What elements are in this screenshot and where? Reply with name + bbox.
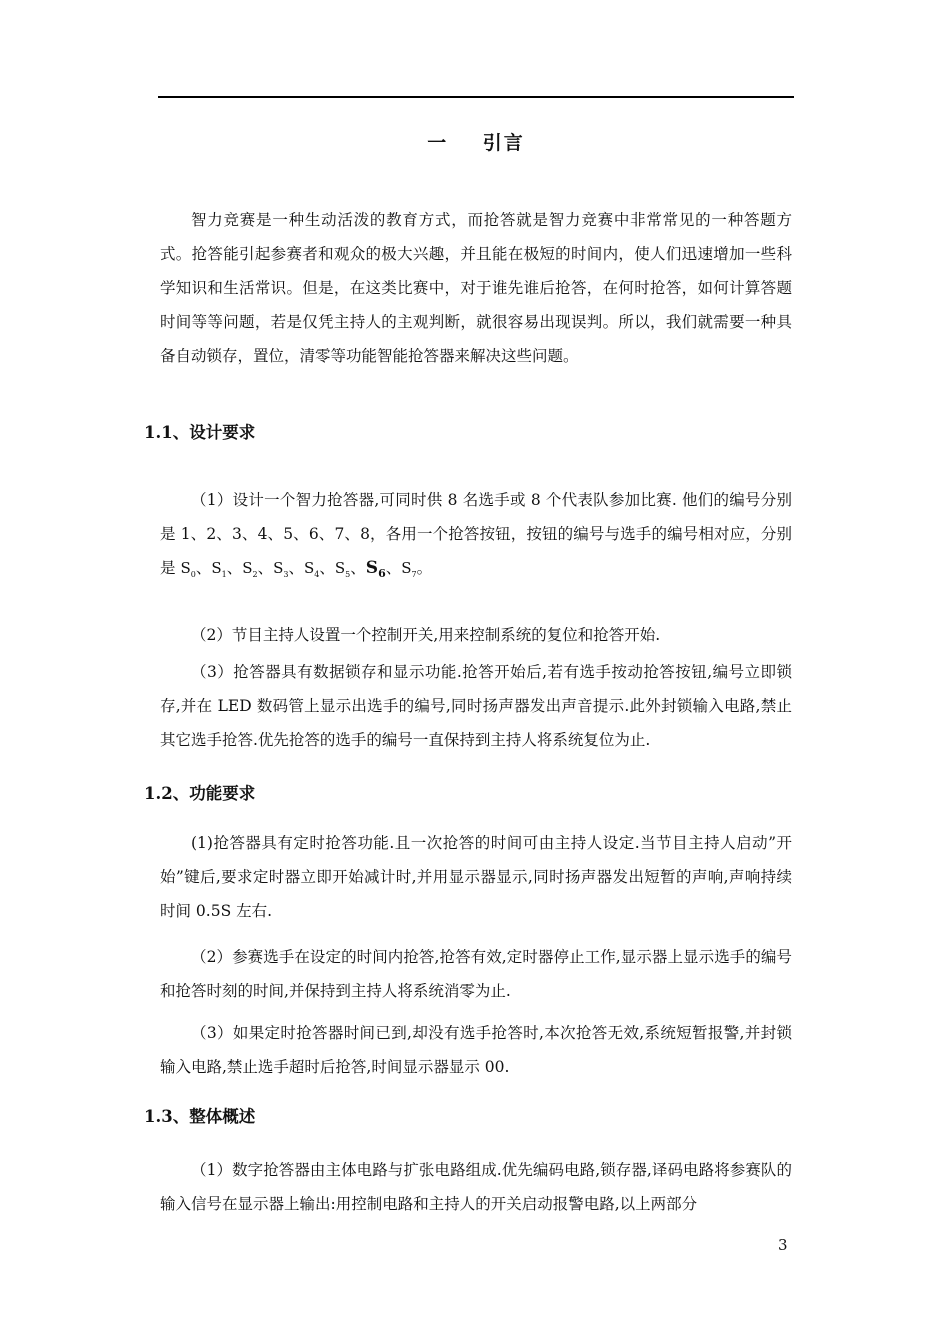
switch-label-base: S [304,559,315,577]
switch-label-subscript: 4 [314,570,320,579]
switch-label-separator: 、 [385,559,402,577]
section-heading-1-3: 1.3、整体概述 [144,1107,256,1126]
function-item-2: （2）参赛选手在设定的时间内抢答,抢答有效,定时器停止工作,显示器上显示选手的编号和抢答时刻的时间,并保持到主持人将系统消零为止. [160,948,792,1000]
section-heading-1-1: 1.1、设计要求 [144,423,256,442]
section-heading-1-2: 1.2、功能要求 [144,784,256,803]
requirement-item-2: （2）节目主持人设置一个控制开关,用来控制系统的复位和抢答开始. [191,626,661,644]
switch-label-base: S [242,559,253,577]
switch-label-base: S [180,559,191,577]
switch-label-subscript: 3 [283,570,289,579]
function-item-1: (1)抢答器具有定时抢答功能.且一次抢答的时间可由主持人设定.当节目主持人启动”开始”键后,要求定时器立即开始减计时,并用显示器显示,同时扬声器发出短暂的声响,声响持续时间 0.5S 左右. [160,834,792,920]
switch-list [180,558,433,580]
switch-label-base: S [334,559,346,577]
switch-label-separator: 、 [288,559,304,577]
requirement-item-1-text: （1）设计一个智力抢答器,可同时供 8 名选手或 8 个代表队参加比赛. 他们的编号分别是 1、2、3、4、5、6、7、8，各用一个抢答按钮，按钮的编号与选手的编号相对应，分别是 [160,491,792,577]
switch-label-s1 [211,559,226,577]
switch-label-base: S [273,559,284,577]
switch-label-separator: 、 [257,559,274,577]
page-number: 3 [778,1236,788,1254]
overview-item-1: （1）数字抢答器由主体电路与扩张电路组成.优先编码电路,锁存器,译码电路将参赛队的输入信号在显示器上输出:用控制电路和主持人的开关启动报警电路,以上两部分 [160,1161,792,1213]
switch-label-s2 [242,559,257,577]
function-item-3: （3）如果定时抢答器时间已到,却没有选手抢答时,本次抢答无效,系统短暂报警,并封锁输入电路,禁止选手超时后抢答,时间显示器显示 00. [160,1024,792,1076]
switch-label-subscript: 2 [252,570,258,579]
requirement-item-1 [160,483,792,592]
switch-label-separator: 、 [350,559,366,577]
chapter-title: 一 引言 [427,132,525,154]
switch-label-s3 [273,559,288,577]
switch-label-base: S [365,558,379,578]
switch-label-s7 [401,559,416,577]
switch-label-subscript: 0 [190,570,196,579]
switch-label-separator: 、 [195,559,212,577]
header-rule [158,96,794,98]
requirement-item-3: （3）抢答器具有数据锁存和显示功能.抢答开始后,若有选手按动抢答按钮,编号立即锁存,并在 LED 数码管上显示出选手的编号,同时扬声器发出声音提示.此外封锁输入电路,禁止其它选手抢答.优先抢答的选手的编号一直保持到主持人将系统复位为止. [160,663,792,749]
switch-label-subscript: 5 [345,570,351,579]
switch-label-s5 [335,559,350,577]
switch-label-base: S [211,559,222,577]
intro-paragraph: 智力竞赛是一种生动活泼的教育方式，而抢答就是智力竞赛中非常常见的一种答题方式。抢答能引起参赛者和观众的极大兴趣，并且能在极短的时间内，使人们迅速增加一些科学知识和生活常识。但是，在这类比赛中，对于谁先谁后抢答，在何时抢答，如何计算答题时间等等问题，若是仅凭主持人的主观判断，就很容易出现误判。所以，我们就需要一种具备自动锁存，置位，清零等功能智能抢答器来解决这些问题。 [160,211,792,365]
switch-label-subscript: 6 [378,567,386,580]
switch-label-separator: 、 [226,559,243,577]
switch-label-s0 [180,559,195,577]
switch-label-separator: 。 [416,559,433,577]
switch-label-separator: 、 [319,559,335,577]
switch-label-base: S [401,559,412,577]
switch-label-s6 [366,558,386,578]
switch-label-s4 [304,559,319,577]
switch-label-subscript: 1 [221,570,227,579]
switch-label-subscript: 7 [411,570,417,579]
